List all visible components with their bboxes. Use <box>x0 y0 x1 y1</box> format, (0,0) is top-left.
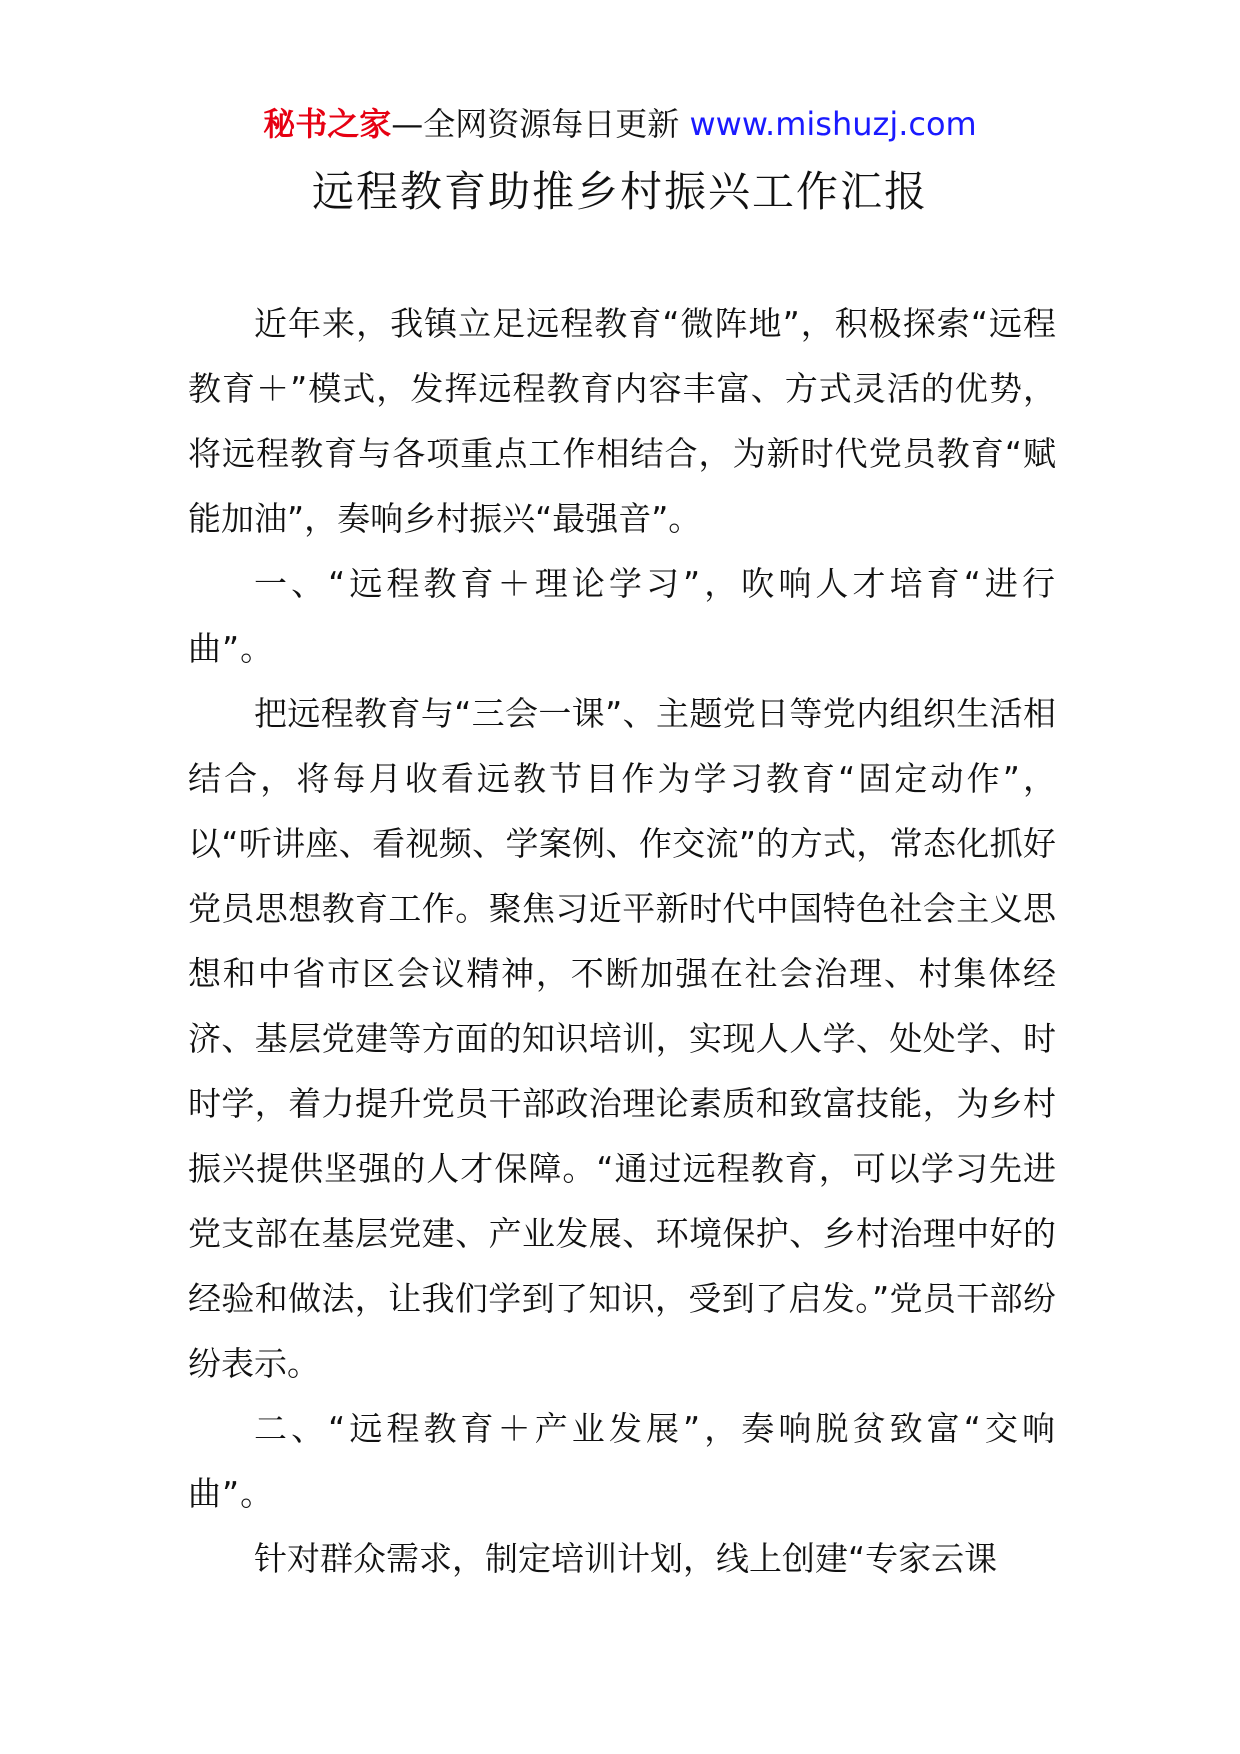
section-paragraph-2: 针对群众需求，制定培训计划，线上创建“专家云课 <box>254 1539 998 1578</box>
header-slogan: —全网资源每日更新 <box>391 105 690 143</box>
section-heading-1: 一、“远程教育＋理论学习”，吹响人才培育“进行曲”。 <box>188 564 1056 668</box>
site-header <box>0 100 1240 148</box>
document-title: 远程教育助推乡村振兴工作汇报 <box>311 167 928 216</box>
document-body <box>188 291 1056 1591</box>
brand-name: 秘书之家 <box>263 105 392 143</box>
section-heading-2: 二、“远程教育＋产业发展”，奏响脱贫致富“交响曲”。 <box>188 1409 1056 1513</box>
section-paragraph-1: 把远程教育与“三会一课”、主题党日等党内组织生活相结合，将每月收看远教节目作为学习教育“固定动作”，以“听讲座、看视频、学案例、作交流”的方式，常态化抓好党员思想教育工作。聚焦习近平新时代中国特色社会主义思想和中省市区会议精神，不断加强在社会治理、村集体经济、基层党建等方面的知识培训，实现人人学、处处学、时时学，着力提升党员干部政治理论素质和致富技能，为乡村振兴提供坚强的人才保障。“通过远程教育，可以学习先进党支部在基层党建、产业发展、环境保护、乡村治理中好的经验和做法，让我们学到了知识，受到了启发。”党员干部纷纷表示。 <box>188 694 1056 1383</box>
site-url-link[interactable]: www.mishuzj.com <box>689 105 977 143</box>
intro-paragraph: 近年来，我镇立足远程教育“微阵地”，积极探索“远程教育＋”模式，发挥远程教育内容丰富、方式灵活的优势，将远程教育与各项重点工作相结合，为新时代党员教育“赋能加油”，奏响乡村振兴“最强音”。 <box>188 304 1056 538</box>
